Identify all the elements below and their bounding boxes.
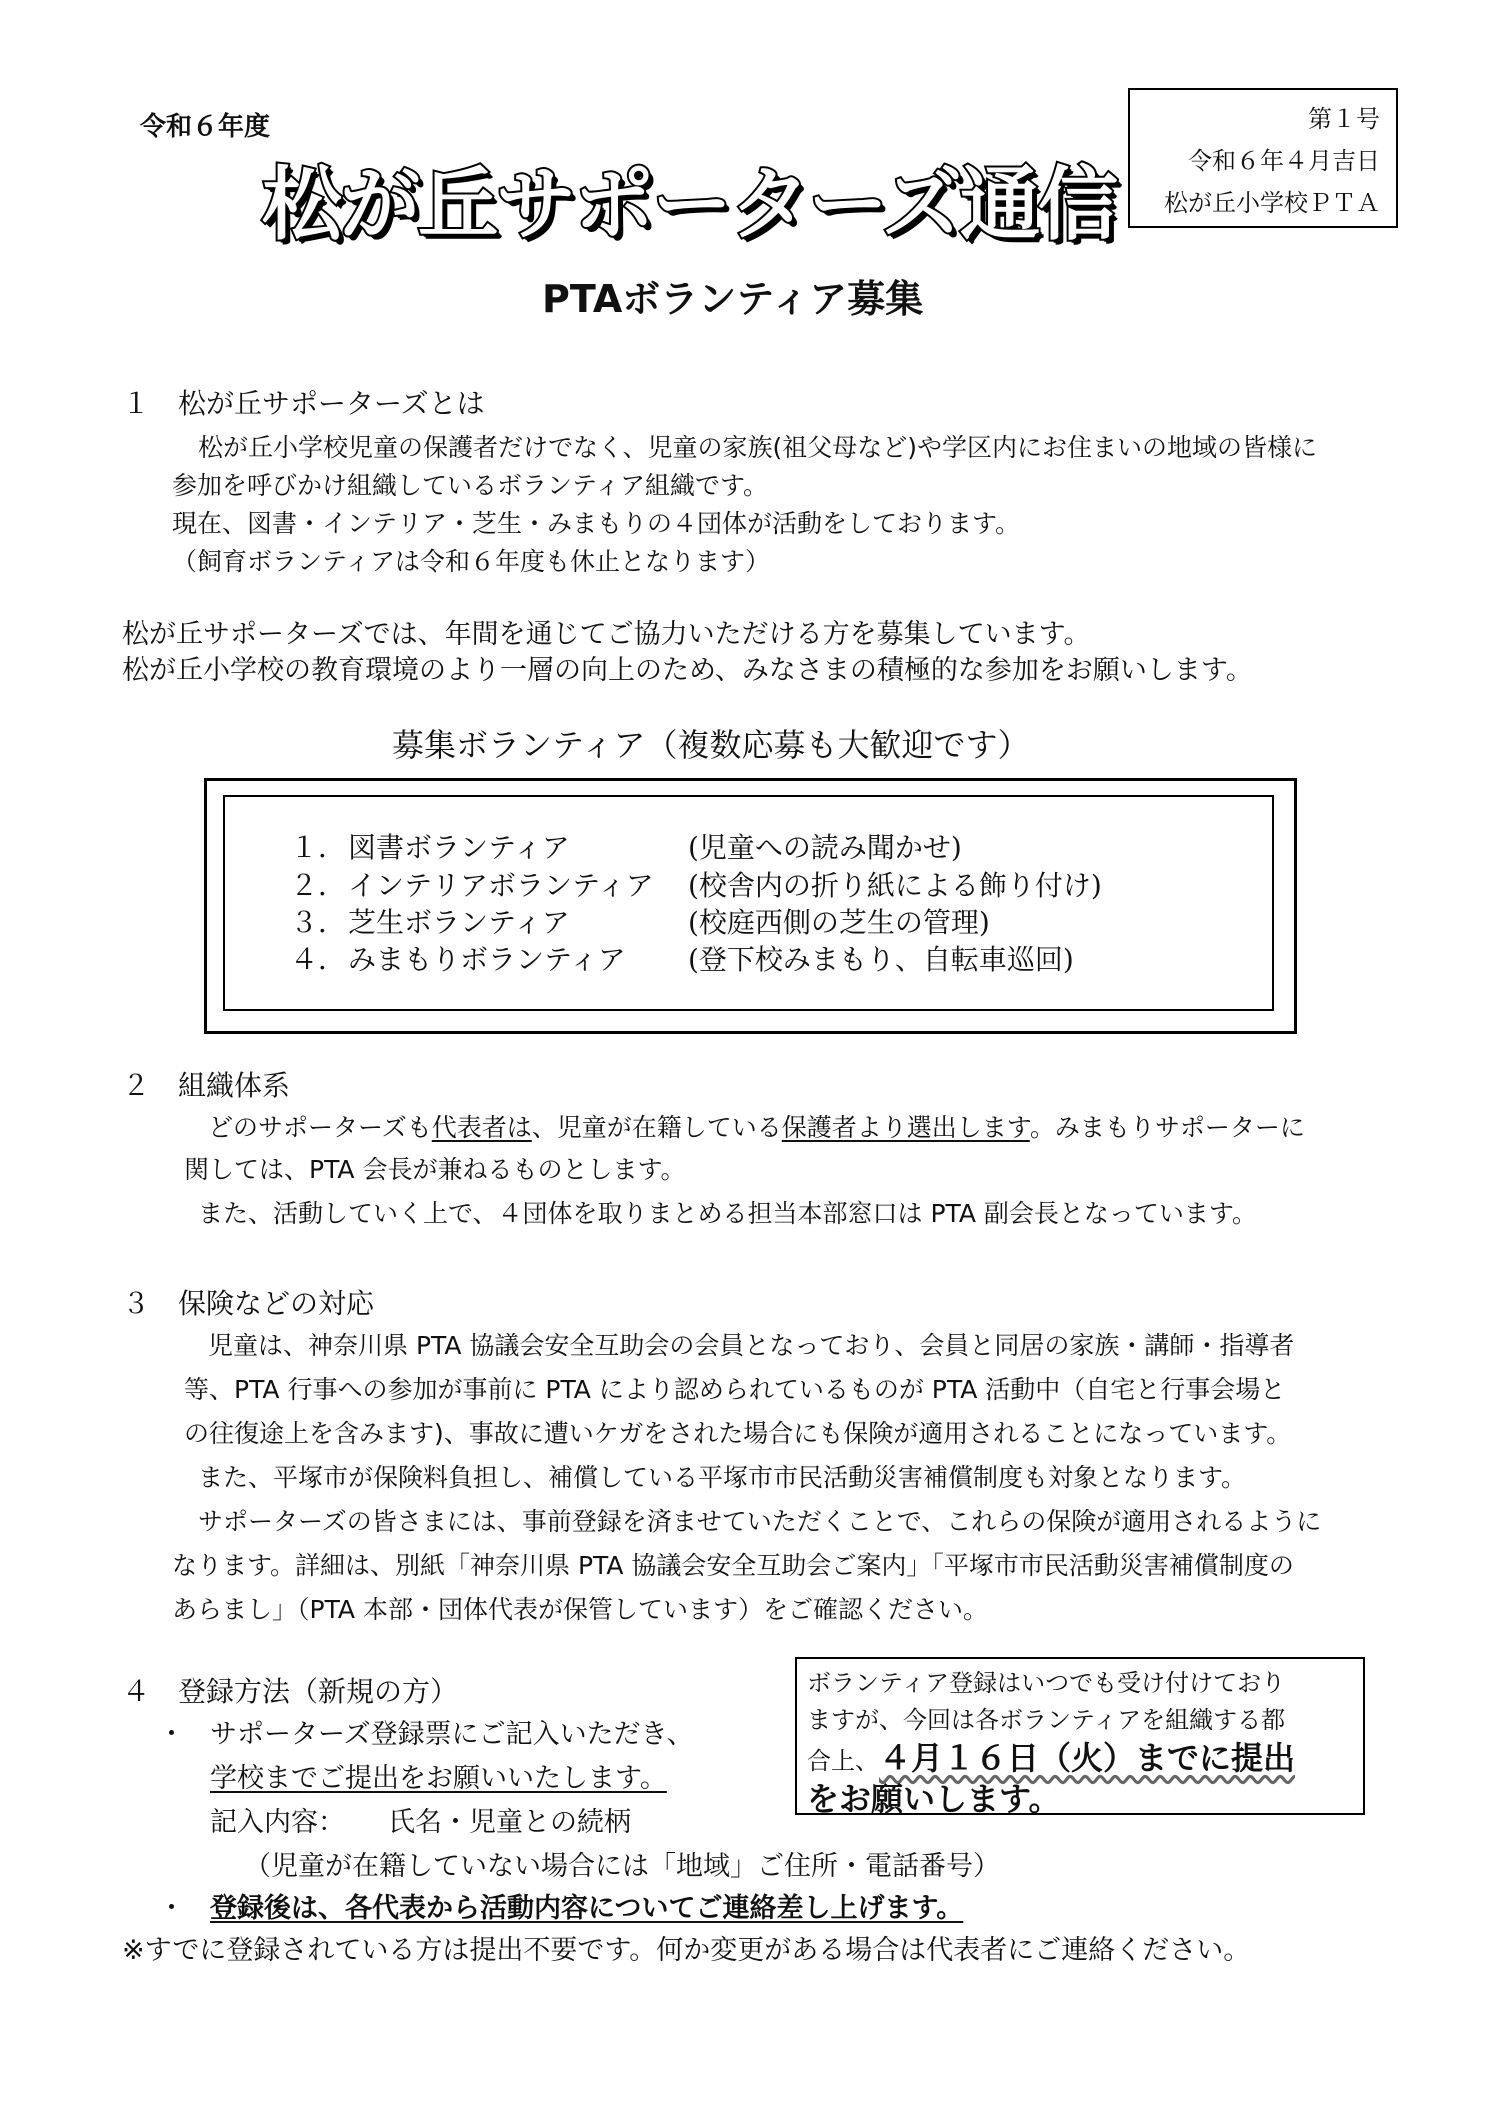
section2-heading: ２ 組織体系 (122, 1069, 291, 1102)
volunteer-number: ２． (290, 869, 347, 902)
section3-line: なります。詳細は、別紙「神奈川県 PTA 協議会安全互助会ご案内」「平塚市市民活動災害補償制度の (172, 1551, 1294, 1580)
deadline-notice-box (795, 1657, 1365, 1818)
section4-heading: ４ 登録方法（新規の方） (122, 1675, 459, 1708)
notice-line: ボランティア登録はいつでも受け付けており (807, 1669, 1286, 1697)
underlined-text: 代表者は (431, 1113, 532, 1142)
section3-heading: ３ 保険などの対応 (122, 1287, 375, 1320)
section1-line: 現在、図書・インテリア・芝生・みまもりの４団体が活動をしております。 (172, 509, 1021, 538)
section3-line: 児童は、神奈川県 PTA 協議会安全互助会の会員となっており、会員と同居の家族・講師・指導者 (208, 1331, 1295, 1360)
volunteer-name: 図書ボランティア (348, 831, 570, 864)
section2-line (208, 1108, 1305, 1144)
bullet: ・ (158, 1719, 185, 1750)
recruit-list-title: 募集ボランティア（複数応募も大歓迎です） (392, 726, 1030, 764)
register-instruction-underlined: 学校までご提出をお願いいたします。 (210, 1763, 667, 1794)
text: 。みまもりサポーターに (1029, 1113, 1305, 1142)
volunteer-name: 芝生ボランティア (348, 906, 570, 939)
section3-line: また、平塚市が保険料負担し、補償している平塚市市民活動災害補償制度も対象となります。 (198, 1463, 1247, 1492)
notice-line (807, 1739, 1353, 1780)
register-instruction: サポーターズ登録票にご記入いただき、 (210, 1719, 694, 1750)
section1-line: 松が丘小学校児童の保護者だけでなく、児童の家族(祖父母など)や学区内にお住まいの地域の皆様に (198, 433, 1318, 462)
post-register-note: 登録後は、各代表から活動内容についてご連絡差し上げます。 (210, 1893, 964, 1924)
volunteer-desc: (校舎内の折り紙による飾り付け) (688, 869, 1102, 902)
text: 、児童が在籍している (531, 1113, 782, 1142)
section1-line: （飼育ボランティアは令和６年度も休止となります） (172, 547, 771, 576)
section3-line: サポーターズの皆さまには、事前登録を済ませていただくことで、これらの保険が適用されるように (198, 1507, 1322, 1536)
volunteer-desc: (校庭西側の芝生の管理) (688, 906, 990, 939)
section2-line: また、活動していく上で、４団体を取りまとめる担当本部窓口は PTA 副会長となっています。 (198, 1199, 1257, 1228)
issue-info-box (1128, 88, 1398, 228)
section3-line: 等、PTA 行事への参加が事前に PTA により認められているものが PTA 活動中（自宅と行事会場と (184, 1375, 1286, 1404)
appeal-line: 松が丘小学校の教育環境のより一層の向上のため、みなさまの積極的な参加をお願いします。 (122, 655, 1253, 686)
volunteer-name: みまもりボランティア (348, 943, 626, 976)
volunteer-name: インテリアボランティア (348, 869, 654, 902)
volunteer-desc: (児童への読み聞かせ) (688, 831, 962, 864)
notice-line: をお願いします。 (807, 1780, 1061, 1818)
bullet: ・ (158, 1893, 185, 1924)
volunteer-number: ３． (290, 906, 347, 939)
section2-line: 関しては、PTA 会長が兼ねるものとします。 (184, 1155, 686, 1184)
notice-line: ますが、今回は各ボランティアを組織する都 (807, 1706, 1286, 1734)
entry-label: 記入内容： (210, 1807, 345, 1838)
deadline-date: ４月１６日（火）までに提出 (879, 1739, 1296, 1777)
volunteer-desc: (登下校みまもり、自転車巡回) (688, 943, 1074, 976)
entry-value: 氏名・児童との続柄 (388, 1807, 631, 1838)
issue-number: 第１号 (1308, 105, 1380, 133)
section1-line: 参加を呼びかけ組織しているボランティア組織です。 (172, 471, 769, 500)
appeal-line: 松が丘サポーターズでは、年間を通じてご協力いただける方を募集しています。 (122, 619, 1091, 650)
already-registered-note: ※すでに登録されている方は提出不要です。何か変更がある場合は代表者にご連絡ください。 (122, 1935, 1251, 1966)
issue-date: 令和６年４月吉日 (1188, 147, 1380, 175)
volunteer-number: １． (290, 831, 347, 864)
page-title: PTAボランティア募集 (542, 277, 924, 321)
section3-line: の往復途上を含みます)、事故に遭いケガをされた場合にも保険が適用されることになっています。 (184, 1419, 1292, 1448)
volunteer-number: ４． (290, 943, 347, 976)
section3-line: あらまし」（PTA 本部・団体代表が保管しています）をご確認ください。 (172, 1595, 988, 1624)
issuer: 松が丘小学校ＰＴＡ (1164, 189, 1380, 217)
text: 合上、 (807, 1747, 879, 1775)
text: どのサポーターズも (208, 1113, 432, 1142)
newsletter-title: 松が丘サポーターズ通信 (262, 158, 1116, 251)
underlined-text: 保護者より選出します (781, 1113, 1030, 1142)
section1-heading: １ 松が丘サポーターズとは (122, 387, 485, 420)
fiscal-year-label: 令和６年度 (140, 112, 271, 142)
entry-note: （児童が在籍していない場合には「地域」ご住所・電話番号） (244, 1851, 1000, 1882)
